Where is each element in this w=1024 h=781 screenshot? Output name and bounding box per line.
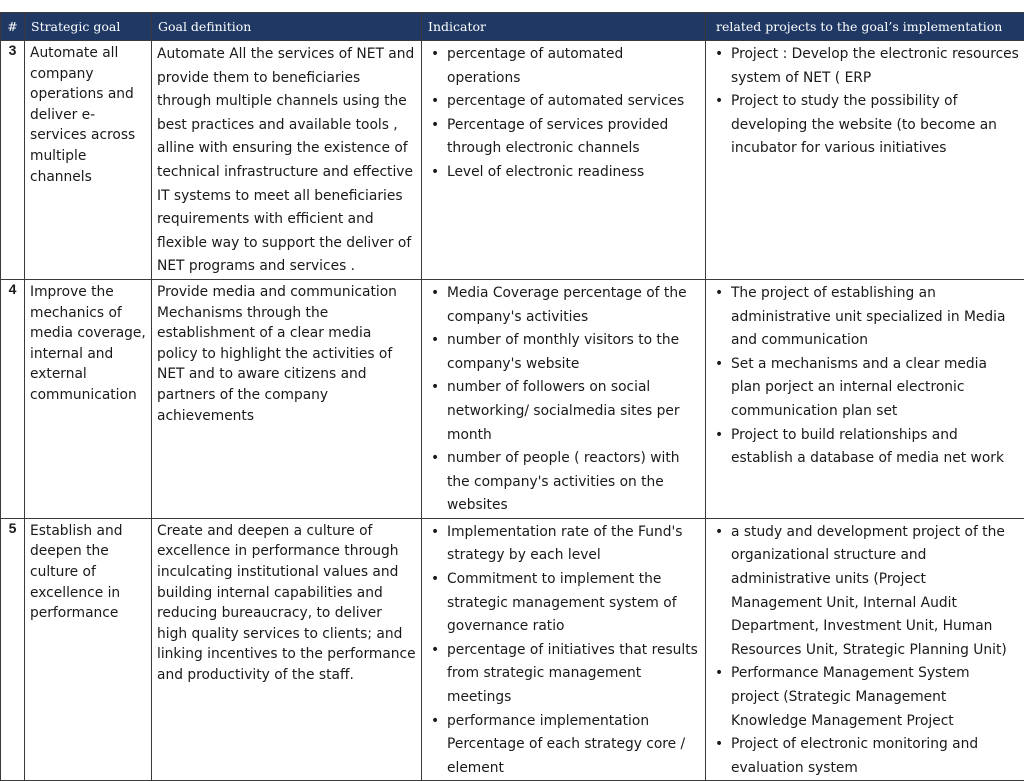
- project-item: • Performance Management System project (Strategic Management Knowledge Management Project: [711, 662, 1020, 733]
- table-row: [1, 279, 1024, 518]
- indicator-item: • Percentage of services provided through electronic channels: [427, 114, 701, 161]
- indicator-item: • Implementation rate of the Fund's strategy by each level: [427, 521, 701, 568]
- indicator-item: • performance implementation Percentage of each strategy core / element: [427, 710, 701, 781]
- indicator-list: [427, 282, 701, 518]
- header-number: #: [1, 13, 25, 41]
- indicator-item: • number of people ( reactors) with the company's activities on the websites: [427, 447, 701, 518]
- indicator-list: [427, 43, 701, 185]
- indicator-item: • number of followers on social networking/ socialmedia sites per month: [427, 376, 701, 447]
- header-row: [1, 13, 1024, 41]
- row-number: 3: [1, 41, 25, 280]
- indicator-cell: [422, 279, 706, 518]
- project-list: [711, 43, 1020, 161]
- indicator-list: [427, 521, 701, 781]
- indicator-cell: [422, 41, 706, 280]
- project-item: • a study and development project of the organizational structure and administrative units (Project Management Unit, Internal Audit Department, Investment Unit, Human Resources Unit, Strategic Planning Unit): [711, 521, 1020, 663]
- row-number: 5: [1, 518, 25, 781]
- project-item: • Project : Develop the electronic resources system of NET ( ERP: [711, 43, 1020, 90]
- projects-cell: [706, 41, 1024, 280]
- strategic-goal-cell: Establish and deepen the culture of excellence in performance: [25, 518, 152, 781]
- strategic-goal-cell: Improve the mechanics of media coverage, internal and external communication: [25, 279, 152, 518]
- strategic-goal-cell: Automate all company operations and deliver e-services across multiple channels: [25, 41, 152, 280]
- indicator-item: • Media Coverage percentage of the company's activities: [427, 282, 701, 329]
- project-item: • The project of establishing an administrative unit specialized in Media and communication: [711, 282, 1020, 353]
- project-list: [711, 521, 1020, 781]
- goal-definition-cell: Automate All the services of NET and provide them to beneficiaries through multiple channels using the best practices and available tools , alline with ensuring the existence of technical infrastructure and effective IT systems to meet all beneficiaries requirements with efficient and flexible way to support the deliver of NET programs and services .: [152, 41, 422, 280]
- indicator-item: • percentage of automated operations: [427, 43, 701, 90]
- header-indicator: Indicator: [422, 13, 706, 41]
- row-number: 4: [1, 279, 25, 518]
- strategic-goals-table: [0, 12, 1024, 781]
- table-row: [1, 41, 1024, 280]
- header-related-projects: related projects to the goal’s implementation: [706, 13, 1024, 41]
- indicator-item: • percentage of automated services: [427, 90, 701, 114]
- indicator-item: • Level of electronic readiness: [427, 161, 701, 185]
- goal-definition-cell: Provide media and communication Mechanisms through the establishment of a clear media policy to highlight the activities of NET and to aware citizens and partners of the company achievements: [152, 279, 422, 518]
- indicator-item: • percentage of initiatives that results from strategic management meetings: [427, 639, 701, 710]
- goal-definition-cell: Create and deepen a culture of excellence in performance through inculcating institutional values and building internal capabilities and reducing bureaucracy, to deliver high quality services to clients; and linking incentives to the performance and productivity of the staff.: [152, 518, 422, 781]
- table-row: [1, 518, 1024, 781]
- indicator-cell: [422, 518, 706, 781]
- projects-cell: [706, 518, 1024, 781]
- project-item: • Project to study the possibility of developing the website (to become an incubator for various initiatives: [711, 90, 1020, 161]
- projects-cell: [706, 279, 1024, 518]
- project-item: • Set a mechanisms and a clear media plan porject an internal electronic communication plan set: [711, 353, 1020, 424]
- indicator-item: • number of monthly visitors to the company's website: [427, 329, 701, 376]
- header-goal-definition: Goal definition: [152, 13, 422, 41]
- project-item: • Project to build relationships and establish a database of media net work: [711, 424, 1020, 471]
- indicator-item: • Commitment to implement the strategic management system of governance ratio: [427, 568, 701, 639]
- project-item: • Project of electronic monitoring and evaluation system: [711, 733, 1020, 780]
- project-list: [711, 282, 1020, 471]
- header-strategic-goal: Strategic goal: [25, 13, 152, 41]
